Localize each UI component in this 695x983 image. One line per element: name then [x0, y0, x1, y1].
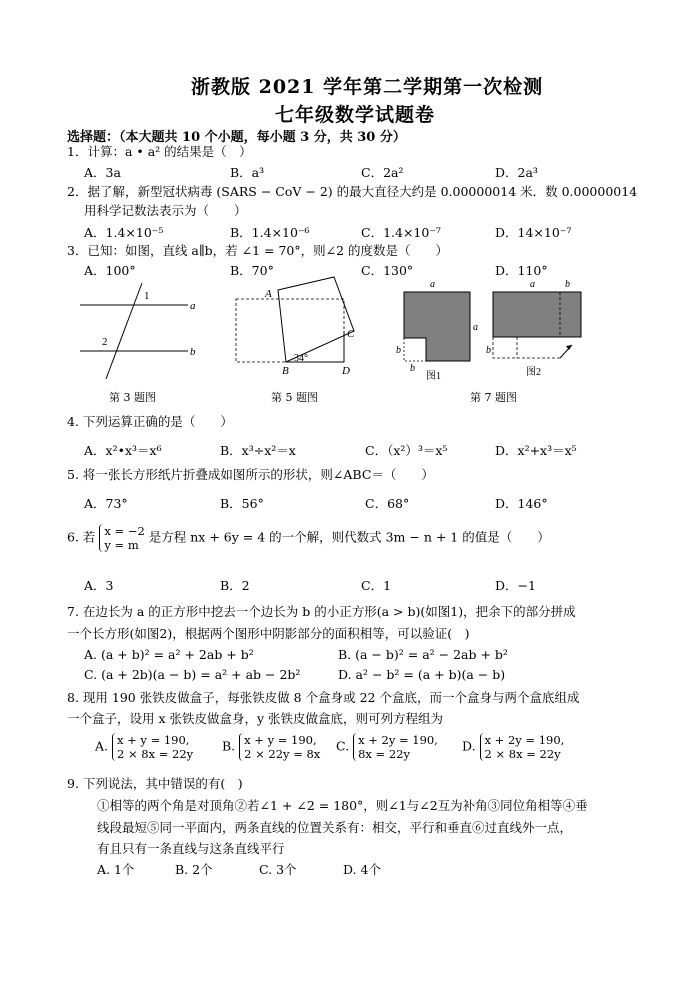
q4-option-a: A．x²•x³＝x⁶ [84, 443, 162, 458]
q9-option-d: D. 4个 [343, 862, 381, 877]
q7-option-a: A. (a + b)² = a² + 2ab + b² [84, 647, 254, 662]
q1-option-a: A．3a [84, 165, 121, 180]
q8-a-line-1: x + y = 190, [116, 733, 190, 747]
q2-stem-line-1: 2．据了解，新型冠状病毒 (SARS − CoV − 2) 的最大直径大约是 0.00000014 米．数 0.00000014 [67, 184, 638, 199]
q6-stem [67, 524, 550, 552]
q6-stem-prefix: 6. 若 [67, 529, 96, 545]
q8-d-line-2: 2 × 8x = 22y [484, 747, 561, 761]
q8-b-line-2: 2 × 22y = 8x [244, 747, 321, 761]
q4-stem: 4. 下列运算正确的是（ ） [67, 414, 233, 429]
section-heading: 选择题：（本大题共 10 个小题，每小题 3 分，共 30 分） [67, 130, 406, 145]
q1-option-c: C．2a² [361, 165, 404, 180]
svg-text:a: a [190, 300, 196, 312]
q8-c-line-1: x + 2y = 190, [358, 733, 438, 747]
q6-option-d: D．−1 [495, 578, 536, 593]
q9-option-b: B. 2个 [175, 862, 213, 877]
q6-stem-suffix: 是方程 nx + 6y = 4 的一个解，则代数式 3m − n + 1 的值是（ ） [148, 529, 550, 545]
svg-text:a: a [473, 322, 478, 333]
q2-stem-line-2: 用科学记数法表示为（ ） [84, 203, 247, 218]
q5-option-c: C．68° [365, 496, 410, 511]
svg-text:b: b [486, 345, 491, 356]
caption-q3: 第 3 题图 [109, 391, 156, 404]
q1-stem: 1．计算：a • a² 的结果是（ ） [67, 144, 252, 159]
q9-option-c: C. 3个 [259, 862, 297, 877]
svg-text:D: D [342, 365, 350, 377]
svg-text:a: a [430, 279, 435, 290]
q8-a-line-2: 2 × 8x = 22y [116, 747, 194, 761]
q2-option-a: A．1.4×10⁻⁵ [84, 225, 164, 240]
q3-option-b: B．70° [230, 263, 274, 278]
svg-text:b: b [410, 363, 415, 374]
q3-option-d: D．110° [495, 263, 548, 278]
q9-stem: 9. 下列说法，其中错误的有( ) [67, 776, 243, 791]
q1-option-d: D．2a³ [495, 165, 538, 180]
q8-d-line-1: x + 2y = 190, [484, 733, 565, 747]
q8-option-a: A. x + y = 190, 2 × 8x = 22y [95, 733, 194, 761]
caption-q5: 第 5 题图 [271, 391, 318, 404]
q5-option-a: A．73° [84, 496, 128, 511]
svg-text:a: a [530, 279, 535, 290]
q8-stem-line-2: 一个盒子，设用 x 张铁皮做盒身，y 张铁皮做盒底，则可列方程组为 [67, 711, 444, 726]
svg-text:2: 2 [102, 336, 108, 348]
q7-option-b: B. (a − b)² = a² − 2ab + b² [338, 647, 508, 662]
q3-stem: 3．已知：如图，直线 a∥b，若 ∠1 = 70°，则∠2 的度数是（ ） [67, 243, 449, 258]
q8-b-line-1: x + y = 190, [244, 733, 317, 747]
q3-option-c: C．130° [361, 263, 414, 278]
q5-option-b: B．56° [220, 496, 264, 511]
figure-q3-parallel-lines [80, 283, 196, 379]
q6-option-a: A．3 [84, 578, 114, 593]
angle-label: 34° [294, 353, 308, 364]
q5-stem: 5. 将一张长方形纸片折叠成如图所示的形状，则∠ABC＝（ ） [67, 467, 434, 482]
q4-option-d: D．x²+x³＝x⁵ [495, 443, 577, 458]
fig1-label: 图1 [426, 371, 441, 382]
svg-text:b: b [565, 279, 570, 290]
q8-option-b-system [239, 733, 320, 761]
figure-q7-square-with-cutout [396, 279, 478, 382]
q8-option-d: D. x + 2y = 190, 2 × 8x = 22y [462, 733, 565, 761]
figures-row [60, 275, 620, 385]
q1-option-b: B．a³ [230, 165, 265, 180]
q9-option-a: A. 1个 [97, 862, 135, 877]
figure-q5-folded-paper [236, 277, 355, 377]
q2-option-c: C．1.4×10⁻⁷ [361, 225, 441, 240]
q8-option-c-system [353, 733, 438, 761]
q6-system-line-2: y = m [104, 538, 139, 552]
q7-stem-line-1: 7. 在边长为 a 的正方形中挖去一个边长为 b 的小正方形(a > b)(如图1)，把余下的部分拼成 [67, 604, 576, 619]
q8-option-a-system [112, 733, 193, 761]
q6-option-b: B．2 [220, 578, 250, 593]
fig2-label: 图2 [526, 367, 541, 378]
q5-option-d: D．146° [495, 496, 548, 511]
q2-option-d: D．14×10⁻⁷ [495, 225, 572, 240]
svg-text:b: b [190, 346, 196, 358]
svg-text:b: b [396, 345, 401, 356]
title-line-1: 浙教版 2021 学年第二学期第一次检测 [191, 76, 544, 98]
q8-stem-line-1: 8. 现用 190 张铁皮做盒子，每张铁皮做 8 个盒身或 22 个盒底，而一个盒身与两个盒底组成 [67, 690, 580, 705]
q6-system [99, 524, 144, 552]
q9-statement-line-2: 线段最短⑤同一平面内，两条直线的位置关系有：相交，平行和垂直⑥过直线外一点， [97, 820, 573, 835]
q6-system-line-1: x = −2 [104, 524, 145, 538]
q6-option-c: C．1 [361, 578, 392, 593]
q7-option-d: D. a² − b² = (a + b)(a − b) [338, 667, 506, 682]
title-line-2: 七年级数学试题卷 [275, 104, 436, 126]
caption-q7: 第 7 题图 [470, 391, 517, 404]
q2-option-b: B．1.4×10⁻⁶ [230, 225, 310, 240]
q9-statement-line-3: 有且只有一条直线与这条直线平行 [97, 841, 285, 856]
q8-option-b: B. x + y = 190, 2 × 22y = 8x [222, 733, 321, 761]
q8-option-c: C. x + 2y = 190, 8x = 22y [336, 733, 438, 761]
q7-stem-line-2: 一个长方形(如图2)，根据两个图形中阴影部分的面积相等，可以验证( ) [67, 626, 470, 641]
q8-c-line-2: 8x = 22y [358, 747, 410, 761]
q8-option-d-system [480, 733, 565, 761]
svg-text:C: C [347, 328, 355, 340]
q4-option-b: B．x³÷x²＝x [220, 443, 296, 458]
svg-text:1: 1 [144, 290, 150, 302]
q3-option-a: A．100° [84, 263, 136, 278]
q9-statement-line-1: ①相等的两个角是对顶角②若∠1 + ∠2 = 180°，则∠1与∠2互为补角③同位角相等④垂 [97, 798, 588, 813]
svg-text:A: A [265, 288, 272, 300]
q7-option-c: C. (a + 2b)(a − b) = a² + ab − 2b² [84, 667, 301, 682]
q4-option-c: C．（x²）³＝x⁵ [365, 443, 448, 458]
figure-q7-rectangle [486, 279, 581, 378]
svg-text:B: B [282, 365, 289, 377]
